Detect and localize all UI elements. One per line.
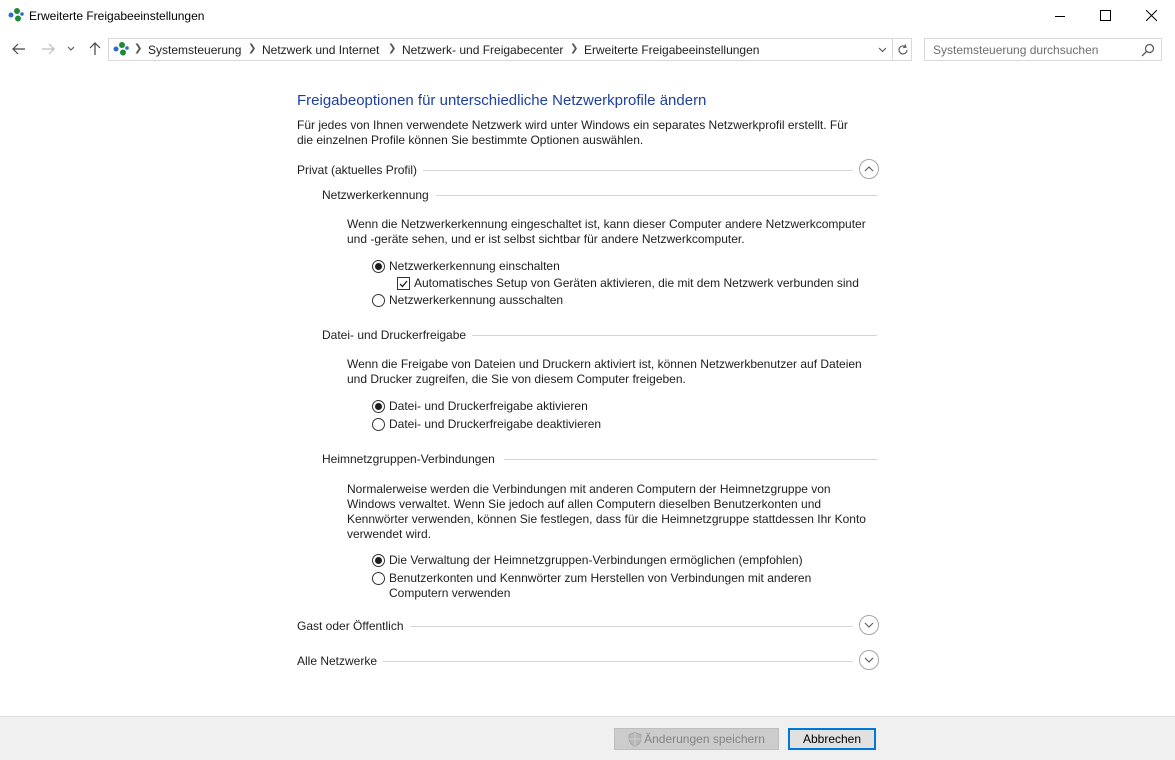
profile-private-header[interactable] [297,161,879,183]
divider [436,195,877,196]
radio-button[interactable] [372,400,385,413]
save-changes-label: Änderungen speichern [644,732,765,746]
radio-discovery-off[interactable] [372,293,563,308]
chevron-up-icon [864,166,874,172]
search-placeholder: Systemsteuerung durchsuchen [933,43,1099,57]
title-bar [0,0,1175,31]
breadcrumb-freigabecenter[interactable]: Netzwerk- und Freigabecenter [402,43,564,57]
radio-file-sharing-off-label[interactable]: Datei- und Druckerfreigabe deaktivieren [389,417,602,431]
divider [504,459,877,460]
network-icon [113,42,129,56]
section-discovery-description: Wenn die Netzwerkerkennung eingeschaltet ist, kann dieser Computer andere Netzwerkcomputer und -geräte sehen, und er ist selbst sichtbar für andere Netzwerkcomputer. [347,217,866,246]
breadcrumb-separator-icon[interactable]: ❯ [248,43,257,54]
refresh-button[interactable] [892,39,912,60]
maximize-button[interactable] [1082,0,1128,31]
profile-guest-label: Gast oder Öffentlich [297,619,410,633]
maximize-icon [1100,10,1111,21]
section-homegroup-header [322,452,877,468]
expand-button[interactable] [859,615,879,635]
minimize-icon [1055,11,1065,21]
radio-homegroup-accounts[interactable] [372,571,829,601]
section-file-sharing-title: Datei- und Druckerfreigabe [322,328,467,342]
radio-button[interactable] [372,554,385,567]
cancel-button[interactable] [788,728,876,750]
breadcrumb-netzwerk-internet[interactable]: Netzwerk und Internet [262,43,380,57]
radio-homegroup-windows-label[interactable]: Die Verwaltung der Heimnetzgruppen-Verbindungen ermöglichen (empfohlen) [389,553,803,567]
profile-all-header[interactable] [297,652,879,674]
close-button[interactable] [1128,0,1174,31]
radio-file-sharing-on-label[interactable]: Datei- und Druckerfreigabe aktivieren [389,399,588,413]
radio-button[interactable] [372,572,385,585]
forward-button[interactable] [38,39,58,59]
chevron-down-icon [864,657,874,663]
radio-discovery-on[interactable] [372,259,560,274]
divider [472,335,877,336]
radio-discovery-off-label[interactable]: Netzwerkerkennung ausschalten [389,293,564,307]
section-file-sharing-description: Wenn die Freigabe von Dateien und Druckern aktiviert ist, können Netzwerkbenutzer auf Dateien und Drucker zugreifen, die Sie von diesem Computer freigeben. [347,357,862,386]
breadcrumb-separator-icon[interactable]: ❯ [134,43,143,54]
collapse-button[interactable] [859,159,879,179]
checkmark-icon [399,280,408,288]
chevron-down-icon [864,622,874,628]
window-title: Erweiterte Freigabeeinstellungen [29,9,205,23]
save-changes-button[interactable] [614,728,779,750]
divider [407,626,853,627]
footer-bar [0,716,1175,760]
breadcrumb-separator-icon[interactable]: ❯ [388,43,397,54]
profile-all-label: Alle Netzwerke [297,654,383,668]
radio-discovery-on-label[interactable]: Netzwerkerkennung einschalten [389,259,560,273]
checkbox[interactable] [397,277,410,290]
radio-homegroup-accounts-label[interactable]: Benutzerkonten und Kennwörter zum Herstellen von Verbindungen mit anderen Computern verwenden [389,571,812,600]
section-discovery-title: Netzwerkerkennung [322,188,429,202]
radio-homegroup-windows[interactable] [372,553,803,568]
navigation-bar [0,35,1175,63]
arrow-up-icon [89,42,101,56]
radio-button[interactable] [372,260,385,273]
page-intro: Für jedes von Ihnen verwendete Netzwerk wird unter Windows ein separates Netzwerkprofil erstellt. Für die einzelnen Profile können Sie bestimmte Optionen auswählen. [297,118,848,147]
expand-button[interactable] [859,650,879,670]
arrow-right-icon [41,43,55,55]
search-icon[interactable] [1141,43,1155,57]
radio-button[interactable] [372,418,385,431]
content-area [0,66,1175,716]
profile-private-label: Privat (aktuelles Profil) [297,163,423,177]
chevron-down-icon [878,47,887,53]
breadcrumb-current[interactable]: Erweiterte Freigabeeinstellungen [584,43,760,57]
recent-locations-button[interactable] [63,39,79,59]
refresh-icon [897,44,909,56]
up-button[interactable] [85,39,105,59]
address-dropdown-button[interactable] [872,39,892,60]
radio-file-sharing-on[interactable] [372,399,588,414]
checkbox-auto-setup[interactable] [397,276,859,291]
radio-button[interactable] [372,294,385,307]
divider [379,661,853,662]
radio-selected-dot [375,557,382,564]
page-title: Freigabeoptionen für unterschiedliche Netzwerkprofile ändern [297,92,707,109]
checkbox-auto-setup-label[interactable]: Automatisches Setup von Geräten aktivieren, die mit dem Netzwerk verbunden sind [414,276,859,290]
close-icon [1146,10,1157,21]
chevron-down-icon [67,46,75,52]
section-homegroup-description: Normalerweise werden die Verbindungen mit anderen Computern der Heimnetzgruppe von Windows verwaltet. Wenn Sie jedoch auf allen Computern dieselben Benutzerkonten und Kennwörter verwenden, können Sie festlegen, dass für die Heimnetzgruppe stattdessen Ihr Konto verwendet wird. [347,482,866,541]
section-discovery-header [322,188,877,204]
breadcrumb-systemsteuerung[interactable]: Systemsteuerung [148,43,242,57]
back-button[interactable] [9,39,29,59]
section-homegroup-title: Heimnetzgruppen-Verbindungen [322,452,495,466]
section-file-sharing-header [322,328,877,344]
radio-file-sharing-off[interactable] [372,417,601,432]
breadcrumb-separator-icon[interactable]: ❯ [570,43,579,54]
arrow-left-icon [12,43,26,55]
profile-guest-header[interactable] [297,617,879,639]
address-bar[interactable] [108,38,912,61]
cancel-label: Abbrechen [802,732,862,746]
radio-selected-dot [375,403,382,410]
network-icon [8,8,24,22]
divider [421,170,853,171]
minimize-button[interactable] [1037,0,1083,31]
uac-shield-icon [628,732,642,747]
radio-selected-dot [375,263,382,270]
search-input[interactable] [924,38,1162,61]
